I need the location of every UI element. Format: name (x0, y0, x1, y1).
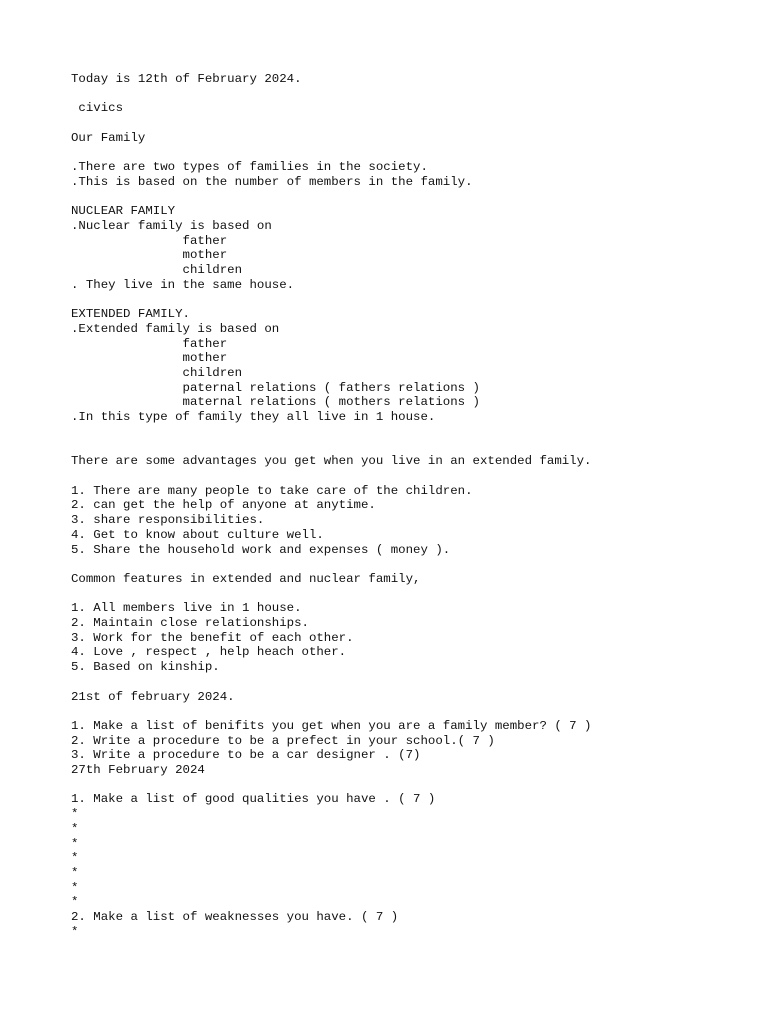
text-line: Our Family (71, 130, 146, 145)
text-line: 3. Work for the benefit of each other. (71, 630, 354, 645)
text-line: There are some advantages you get when you live in an extended family. (71, 454, 592, 469)
text-line: 5. Based on kinship. (71, 660, 220, 675)
text-line: children (71, 366, 243, 381)
text-line: civics (71, 101, 124, 116)
text-line (71, 146, 751, 161)
text-line: children (71, 263, 243, 278)
text-line: 3. share responsibilities. (71, 513, 265, 528)
text-line: .In this type of family they all live in 1 house. (71, 410, 436, 425)
text-line (71, 675, 751, 690)
text-line: paternal relations ( fathers relations ) (71, 380, 480, 395)
text-line: 5. Share the household work and expenses ( money ). (71, 542, 451, 557)
text-line: maternal relations ( mothers relations ) (71, 395, 480, 410)
text-line: mother (71, 351, 228, 366)
text-line: * (71, 821, 79, 836)
text-line (71, 440, 751, 455)
text-line: .This is based on the number of members in the family. (71, 174, 473, 189)
text-line (71, 425, 751, 440)
text-line: * (71, 807, 79, 822)
text-line (71, 87, 751, 102)
document-page (71, 72, 751, 939)
text-line (71, 190, 751, 205)
text-line: 27th February 2024 (71, 763, 205, 778)
text-line: 1. All members live in 1 house. (71, 601, 302, 616)
text-line: EXTENDED FAMILY. (71, 307, 190, 322)
text-line: father (71, 336, 228, 351)
text-line: father (71, 233, 228, 248)
text-line: . They live in the same house. (71, 277, 295, 292)
text-line: 2. can get the help of anyone at anytime. (71, 498, 376, 513)
text-line (71, 557, 751, 572)
text-line: Today is 12th of February 2024. (71, 72, 302, 86)
text-line: 4. Love , respect , help heach other. (71, 645, 347, 660)
text-line: 1. Make a list of benifits you get when you are a family member? ( 7 ) (71, 718, 592, 733)
text-line: Common features in extended and nuclear family, (71, 571, 421, 586)
text-line: * (71, 836, 79, 851)
text-line: 2. Maintain close relationships. (71, 616, 309, 631)
text-line: .Extended family is based on (71, 321, 280, 336)
text-line: * (71, 865, 79, 880)
text-line: 1. Make a list of good qualities you have . ( 7 ) (71, 792, 436, 807)
document-text (71, 72, 751, 939)
text-line: mother (71, 248, 228, 263)
text-line: .There are two types of families in the society. (71, 160, 428, 175)
text-line: 2. Write a procedure to be a prefect in your school.( 7 ) (71, 733, 495, 748)
text-line: NUCLEAR FAMILY (71, 204, 176, 219)
text-line: 1. There are many people to take care of the children. (71, 483, 473, 498)
text-line: 4. Get to know about culture well. (71, 527, 324, 542)
text-line (71, 778, 751, 793)
text-line: * (71, 851, 79, 866)
text-line: * (71, 924, 79, 939)
text-line (71, 293, 751, 308)
text-line (71, 587, 751, 602)
text-line (71, 116, 751, 131)
text-line: 21st of february 2024. (71, 689, 235, 704)
text-line (71, 469, 751, 484)
text-line: * (71, 880, 79, 895)
text-line: * (71, 895, 79, 910)
text-line: 3. Write a procedure to be a car designer . (7) (71, 748, 421, 763)
text-line: 2. Make a list of weaknesses you have. ( 7 ) (71, 910, 399, 925)
text-line: .Nuclear family is based on (71, 219, 272, 234)
text-line (71, 704, 751, 719)
